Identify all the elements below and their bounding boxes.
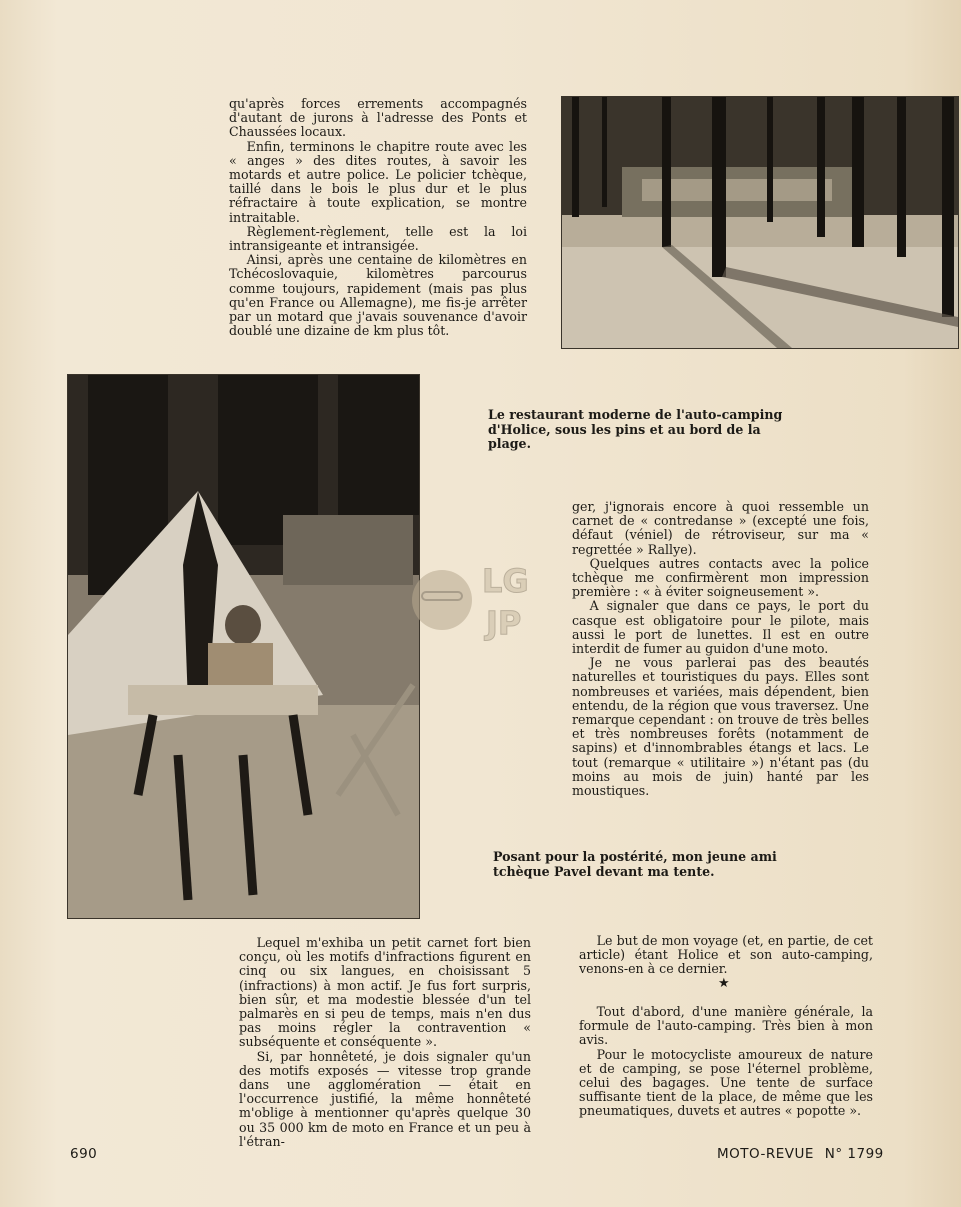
section-separator-star: ★ [718, 976, 730, 991]
page-number: 690 [70, 1146, 98, 1162]
paragraph: Je ne vous parlerai pas des beautés naturelles et touristiques du pays. Elles sont nombreuses et variées, mais dépendent, bien entendu, de la région que vous traversez. Une remarque cependant : on trouve de très belles et très nombreuses forêts (notamment de sapins) et d'innombrables étangs et lacs. Le tout (remarque « utilitaire ») n'étant pas (du moins au mois de juin) hanté par les moustiques. [572, 655, 869, 799]
column-bottom-right-a [579, 934, 873, 977]
issue-number: N° 1799 [824, 1146, 884, 1162]
paragraph: Pour le motocycliste amoureux de nature et de camping, se pose l'éternel problème, celui des bagages. Une tente de surface suffisante tient de la place, de même que les pneumatiques, duvets et autres « popotte ». [579, 1046, 873, 1119]
photo-restaurant [561, 96, 959, 349]
paragraph: qu'après forces errements accompagnés d'autant de jurons à l'adresse des Ponts et Chaussées locaux. [229, 96, 527, 140]
column-mid-right [572, 500, 869, 798]
caption-tent: Posant pour la postérité, mon jeune ami tchèque Pavel devant ma tente. [493, 849, 777, 879]
watermark-text-jp: JP [486, 604, 522, 642]
paragraph: Ainsi, après une centaine de kilomètres en Tchécoslovaquie, kilomètres parcourus comme toujours, rapidement (mais pas plus qu'en France ou Allemagne), me fis-je arrêter par un motard que j'avais souvenance d'avoir doublé une dizaine de km plus tôt. [229, 252, 527, 339]
paragraph: Enfin, terminons le chapitre route avec les « anges » des dites routes, à savoir les motards et autre police. Le policier tchèque, taillé dans le bois le plus dur et le plus réfractaire à toute explication, se montre intraitable. [229, 138, 527, 225]
paragraph: Quelques autres contacts avec la police tchèque me confirmèrent mon impression première : « à éviter soigneusement ». [572, 555, 869, 600]
paragraph: Règlement-règlement, telle est la loi intransigeante et intransigée. [229, 223, 527, 254]
footer-magazine [717, 1146, 884, 1162]
column-bottom-right-b [579, 1005, 873, 1119]
watermark-text-lg: LG [482, 562, 529, 600]
caption-restaurant: Le restaurant moderne de l'auto-camping d'Holice, sous les pins et au bord de la plage. [488, 407, 783, 452]
paragraph: A signaler que dans ce pays, le port du casque est obligatoire pour le pilote, mais aussi le port de lunettes. Il est en outre interdit de fumer au guidon d'une moto. [572, 598, 869, 657]
paragraph: Lequel m'exhiba un petit carnet fort bien conçu, où les motifs d'infractions figurent en cinq ou six langues, en choisissant 5 (infractions) à mon actif. Je fus fort surpris, bien sûr, et ma modestie blessée d'un tel palmarès en si peu de temps, mais n'en dus pas moins régler la contravention « subséquente et conséquente ». [239, 935, 531, 1050]
paragraph: Tout d'abord, d'une manière générale, la formule de l'auto-camping. Très bien à mon avis. [579, 1004, 873, 1048]
magazine-name: MOTO-REVUE [717, 1146, 814, 1162]
paragraph: ger, j'ignorais encore à quoi ressemble un carnet de « contredanse » (excepté une fois, défaut (véniel) de rétroviseur, sur ma « regrettée » Rallye). [572, 499, 869, 557]
photo-tent [67, 374, 420, 919]
paragraph: Si, par honnêteté, je dois signaler qu'un des motifs exposés — vitesse trop grande dans une agglomération — était en l'occurrence justifié, la même honnêteté m'oblige à mentionner qu'après quelque 30 ou 35 000 km de moto en France et un peu à l'étran- [239, 1048, 531, 1149]
column-bottom-left [239, 936, 531, 1149]
column-top-left [229, 97, 527, 338]
watermark-logo [412, 552, 552, 652]
paragraph: Le but de mon voyage (et, en partie, de cet article) étant Holice et son auto-camping, venons-en à ce dernier. [579, 933, 873, 977]
